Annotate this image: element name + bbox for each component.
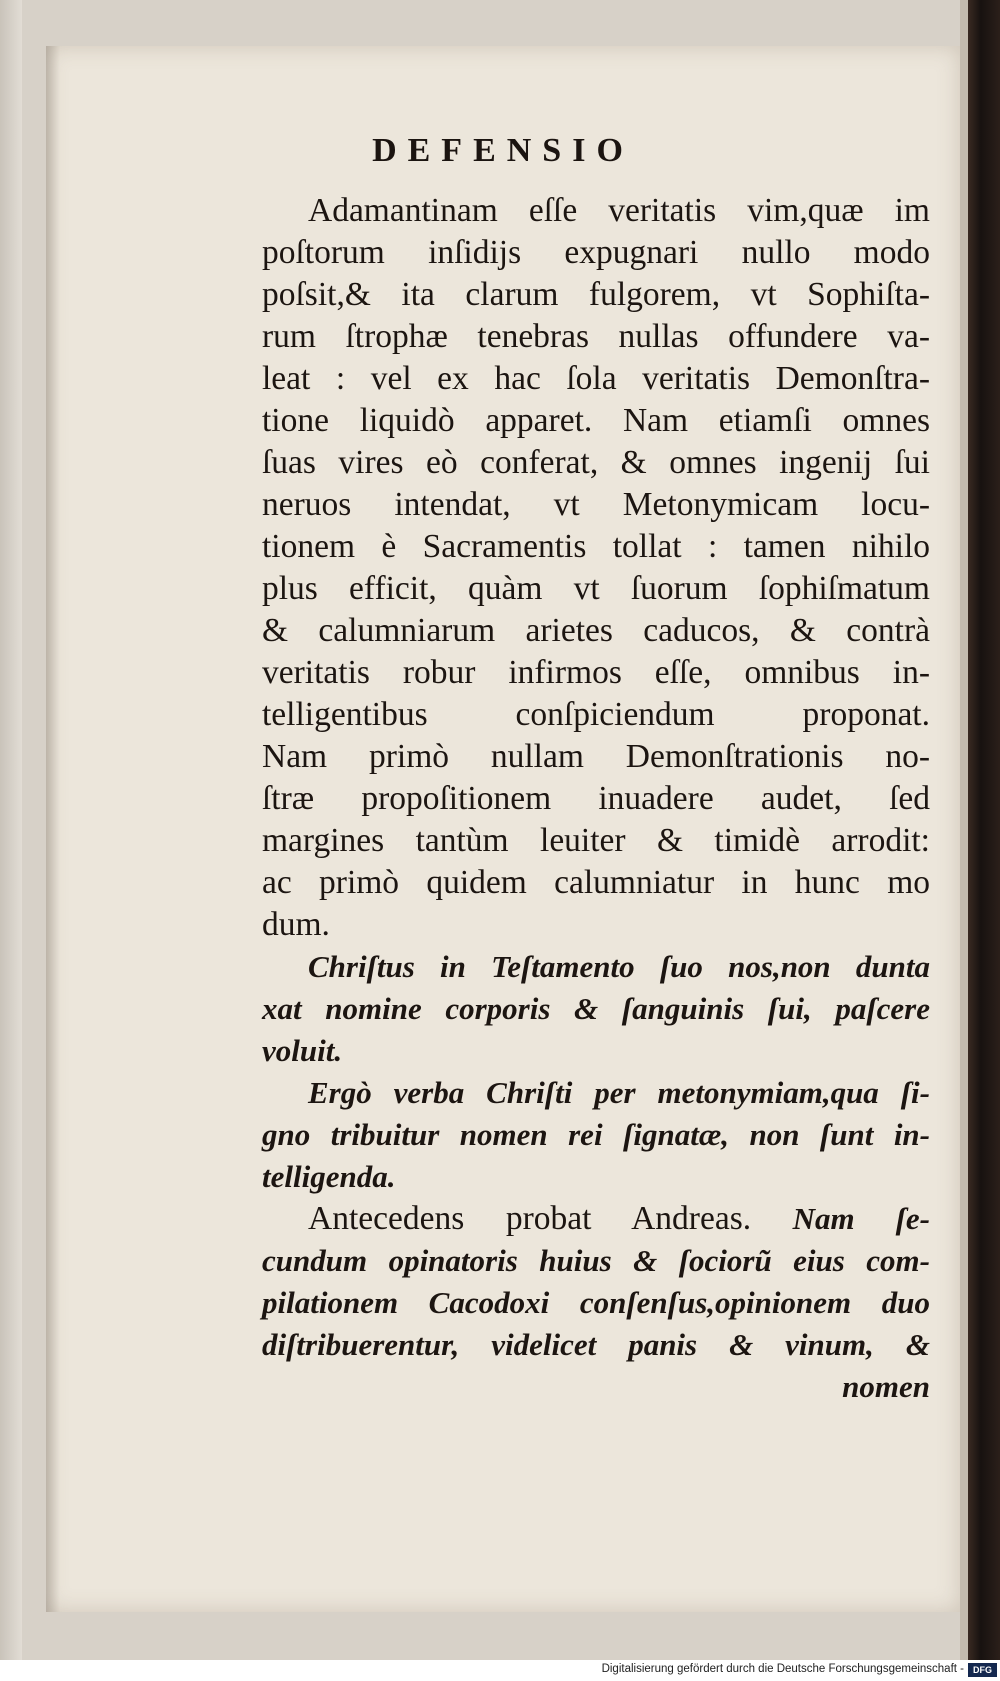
text-line: telligenda. xyxy=(262,1159,396,1194)
footer-bar xyxy=(0,1660,1000,1681)
text-line xyxy=(262,1282,930,1324)
text-line: voluit. xyxy=(262,1033,343,1068)
text-line: telligentibus conſpiciendum proponat. xyxy=(262,696,930,733)
text-line: & calumniarum arietes caducos, & contrà xyxy=(262,612,930,649)
paragraph-4 xyxy=(262,1198,930,1366)
book-cover-board xyxy=(968,0,1000,1660)
text-line: gno tribuitur nomen rei ſignatæ, non ſunt in- xyxy=(262,1117,930,1152)
text-line: margines tantùm leuiter & timidè arrodit: xyxy=(262,822,930,859)
text-line: plus efficit, quàm vt ſuorum ſophiſmatum xyxy=(262,570,930,607)
dfg-logo-icon: DFG xyxy=(968,1663,997,1677)
text-line xyxy=(262,1324,930,1366)
text-line: Chriſtus in Teſtamento ſuo nos,non dunta xyxy=(308,949,930,984)
text-line: ſuas vires eò conferat, & omnes ingenij ſui xyxy=(262,444,930,481)
italic-run: Nam ſe- xyxy=(792,1201,931,1236)
paragraph-2 xyxy=(262,946,930,1072)
text-line xyxy=(262,1240,930,1282)
italic-run: diſtribuerentur, videlicet panis & vinum, & xyxy=(262,1327,930,1362)
text-line: ac primò quidem calumniatur in hunc mo xyxy=(262,864,930,901)
text-line: tionem è Sacramentis tollat : tamen nihilo xyxy=(262,528,930,565)
text-line: neruos intendat, vt Metonymicam locu- xyxy=(262,486,930,523)
text-line: poſtorum inſidijs expugnari nullo modo xyxy=(262,234,930,271)
paragraph-1 xyxy=(262,190,930,946)
text-line: Nam primò nullam Demonſtrationis no- xyxy=(262,738,930,775)
running-head: DEFENSIO xyxy=(372,132,634,169)
text-line xyxy=(262,1198,930,1240)
text-line: leat : vel ex hac ſola veritatis Demonſtra- xyxy=(262,360,930,397)
text-line: poſsit,& ita clarum fulgorem, vt Sophiſta- xyxy=(262,276,930,313)
text-line: Adamantinam eſſe veritatis vim,quæ im xyxy=(308,192,930,229)
page-body-text xyxy=(262,190,930,1408)
italic-run: cundum opinatoris huius & ſociorũ eius com- xyxy=(262,1243,930,1278)
roman-run: Antecedens probat Andreas. xyxy=(308,1200,793,1237)
text-line: veritatis robur infirmos eſſe, omnibus in- xyxy=(262,654,930,691)
funding-credit: Digitalisierung gefördert durch die Deutsche Forschungsgemeinschaft - xyxy=(601,1663,964,1675)
text-line: Ergò verba Chriſti per metonymiam,qua ſi- xyxy=(308,1075,930,1110)
text-line: rum ſtrophæ tenebras nullas offundere va- xyxy=(262,318,930,355)
text-line: xat nomine corporis & ſanguinis ſui, paſcere xyxy=(262,991,930,1026)
gutter-shadow xyxy=(46,46,60,1612)
italic-run: pilationem Cacodoxi conſenſus,opinionem duo xyxy=(262,1285,930,1320)
paragraph-3 xyxy=(262,1072,930,1198)
text-line: ſtræ propoſitionem inuadere audet, ſed xyxy=(262,780,930,817)
catchword: nomen xyxy=(842,1369,930,1404)
text-line: tione liquidò apparet. Nam etiamſi omnes xyxy=(262,402,930,439)
text-line: dum. xyxy=(262,906,330,943)
binding-spine xyxy=(0,0,22,1660)
